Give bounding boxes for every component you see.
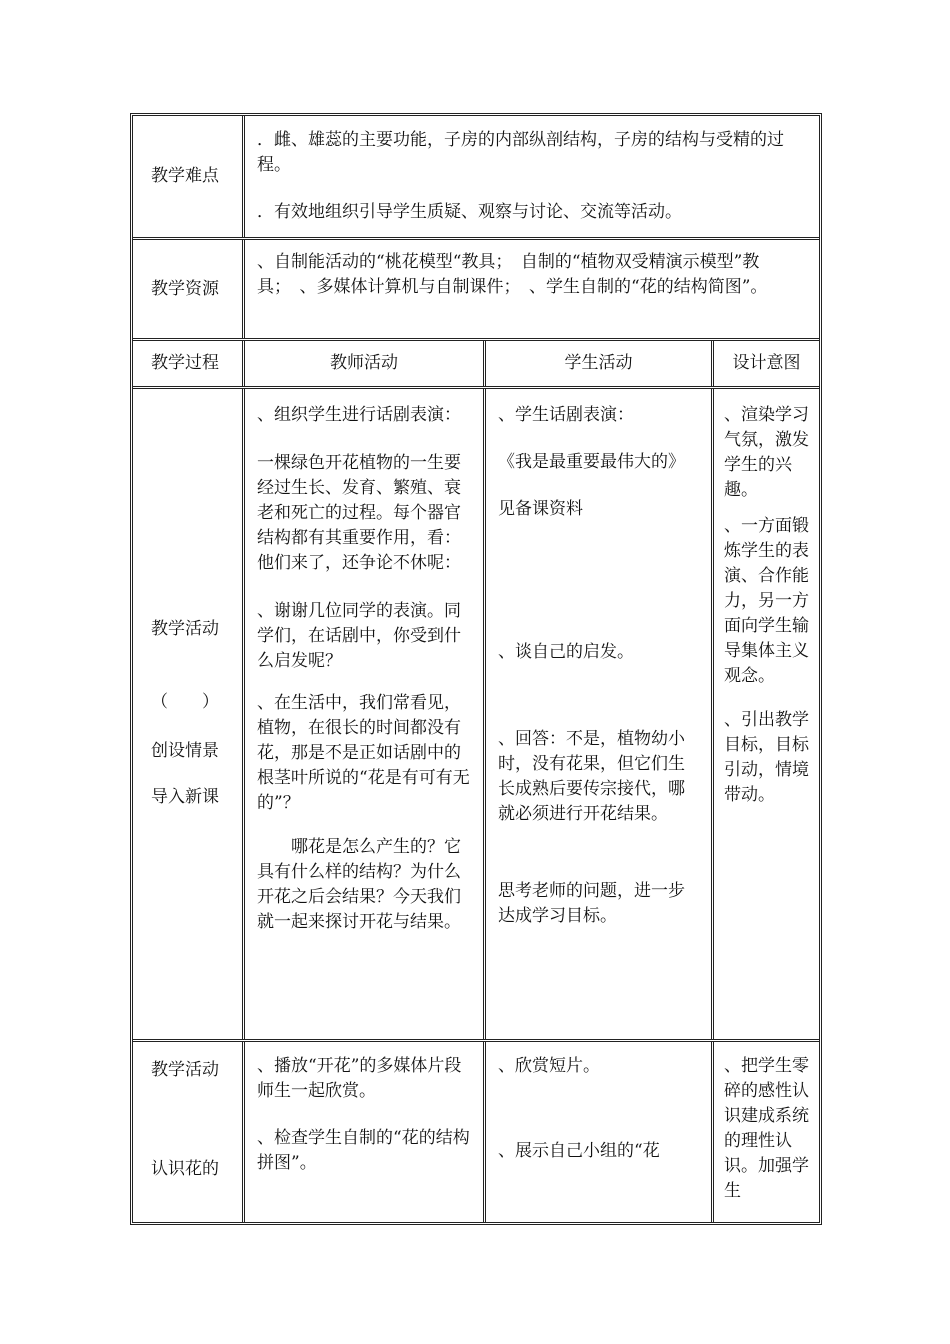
activity1-teacher-5: 哪花是怎么产生的？它具有什么样的结构？为什么开花之后会结果？今天我们就一起来探讨开花与结果。 [257,837,461,932]
header-row [133,341,819,389]
header-process: 教学过程 [133,341,245,386]
activity2-label-2: 认识花的 [151,1159,219,1179]
activity2-row [133,1042,819,1222]
activity2-design [714,1042,819,1222]
activity1-student-1: 、学生话剧表演： [498,405,634,425]
activity2-teacher-1: 、播放“开花”的多媒体片段 师生一起欣赏。 [257,1056,479,1101]
activity1-teacher-4: 、在生活中，我们常看见，植物，在很长的时间都没有花，那是不是正如话剧中的根茎叶所说的“花是有可有无的”？ [257,693,470,813]
activity1-teacher-3: 、谢谢几位同学的表演。同学们，在话剧中，你受到什么启发呢？ [257,601,461,671]
activity2-teacher-2: 、检查学生自制的“花的结构拼图”。 [257,1128,470,1173]
activity1-teacher-1: 、组织学生进行话剧表演： [257,405,461,425]
activity1-student [486,389,714,1039]
activity1-label-1: 教学活动 [151,619,219,639]
activity1-student-2: 《我是最重要最伟大的》 [498,452,685,472]
activity2-teacher [245,1042,486,1222]
activity1-label-2: （ ） [151,692,219,712]
activity1-student-4: 、谈自己的启发。 [498,642,634,662]
activity2-label [133,1042,245,1222]
activity1-row [133,389,819,1042]
activity1-label-4: 导入新课 [151,787,219,807]
difficulty-content [245,116,819,237]
activity2-label-1: 教学活动 [151,1060,219,1080]
difficulty-line-1: ．雌、雄蕊的主要功能，子房的内部纵剖结构，子房的结构与受精的过程。 [257,130,784,175]
activity1-student-3: 见备课资料 [498,499,583,519]
header-design: 设计意图 [732,353,801,373]
activity2-design-1: 、把学生零碎的感性认识建成系统的理性认识。加强学生 [724,1056,809,1201]
resources-content [245,240,819,338]
activity1-design-2: 、一方面锻炼学生的表演、合作能力，另一方面向学生输导集体主义观念。 [724,516,809,686]
difficulty-line-2: ．有效地组织引导学生质疑、观察与讨论、交流等活动。 [257,202,682,222]
activity1-design-1: 、渲染学习气氛，激发学生的兴趣。 [724,405,809,500]
activity2-student-1: 、欣赏短片。 [498,1056,600,1076]
activity2-student [486,1042,714,1222]
resources-text: 、自制能活动的“桃花模型“教具； 自制的“植物双受精演示模型”教具； 、多媒体计算机与自制课件； 、学生自制的“花的结构简图”。 [257,252,768,297]
activity1-student-6: 思考老师的问题，进一步达成学习目标。 [498,881,685,926]
activity1-teacher [245,389,486,1039]
activity1-design-3: 、引出教学目标，目标引动，情境带动。 [724,710,809,805]
activity1-label [133,389,245,1039]
activity2-student-2: 、展示自己小组的“花 [498,1141,660,1161]
difficulty-row [133,116,819,240]
resources-row [133,240,819,341]
header-student: 学生活动 [486,341,714,386]
lesson-plan-table [130,113,822,1225]
activity1-teacher-2: 一棵绿色开花植物的一生要经过生长、发育、繁殖、衰老和死亡的过程。每个器官结构都有其重要作用，看：他们来了，还争论不休呢： [257,453,461,573]
activity1-design [714,389,819,1039]
difficulty-label: 教学难点 [133,116,245,237]
activity1-label-3: 创设情景 [151,741,219,761]
activity1-student-5: 、回答：不是，植物幼小时，没有花果，但它们生长成熟后要传宗接代，哪就必须进行开花结果。 [498,729,685,824]
resources-label: 教学资源 [133,240,245,338]
header-teacher: 教师活动 [245,341,486,386]
